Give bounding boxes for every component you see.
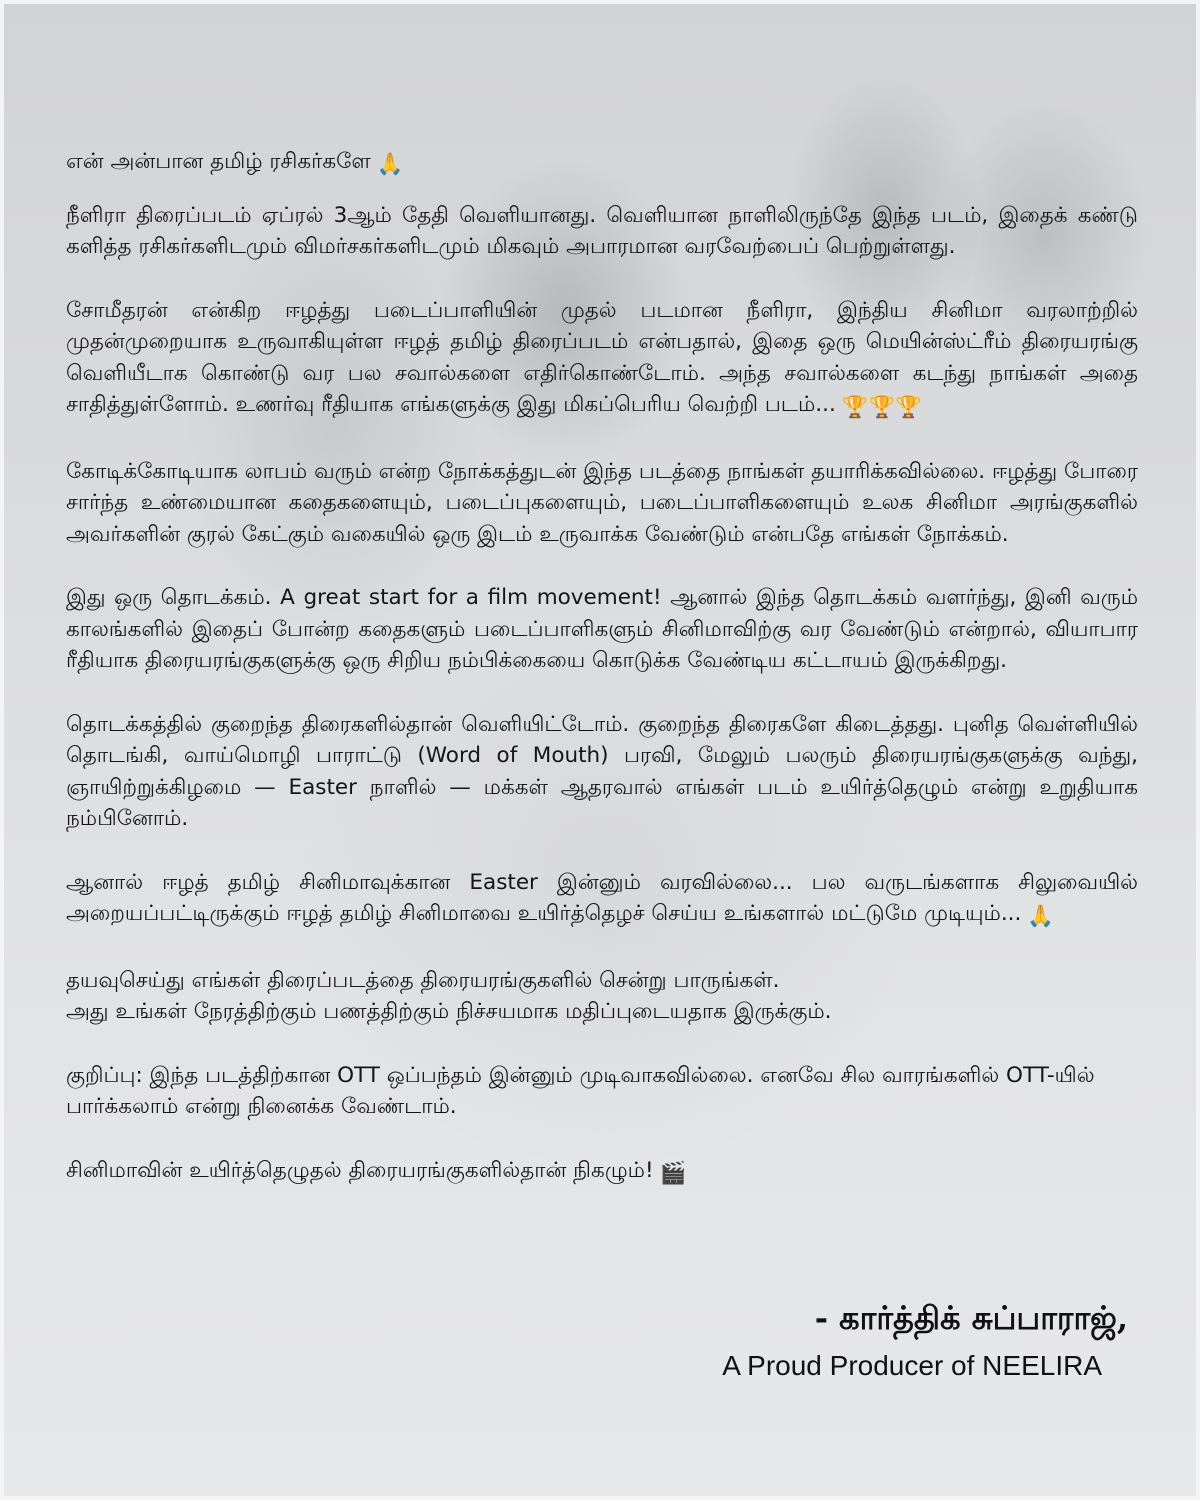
paragraph-text: ஆனால் ஈழத் தமிழ் சினிமாவுக்கான Easter இன்னும் வரவில்லை... பல வருடங்களாக சிலுவையில் அறையப்பட்டிருக்கும் ஈழத் தமிழ் சினிமாவை உயிர்த்தெழச் செய்ய உங்களால் மட்டுமே முடியும்...	[66, 869, 1138, 926]
paragraph-purpose	[66, 456, 1138, 551]
paragraph-challenges	[66, 295, 1138, 424]
paragraph-easter	[66, 867, 1138, 933]
signature-role: A Proud Producer of NEELIRA	[722, 1350, 1102, 1381]
paragraph-text: நீளிரா திரைப்படம் ஏப்ரல் 3ஆம் தேதி வெளியானது. வெளியான நாளிலிருந்தே இந்த படம், இதைக் கண்டு களித்த ரசிகர்களிடமும் விமர்சகர்களிடமும் மிகவும் அபாரமான வரவேற்பைப் பெற்றுள்ளது.	[66, 202, 1138, 259]
signature-name: - கார்த்திக் சுப்பாராஜ்,	[814, 1299, 1128, 1337]
paragraph-closing	[66, 1155, 1138, 1190]
paragraph-text: இது ஒரு தொடக்கம். A great start for a film movement! ஆனால் இந்த தொடக்கம் வளர்ந்து, இனி வரும் காலங்களில் இதைப் போன்ற கதைகளும் படைப்பாளிகளும் சினிமாவிற்கு வர வேண்டும் என்றால், வியாபார ரீதியாக திரையரங்குகளுக்கு ஒரு சிறிய நம்பிக்கையை கொடுக்க வேண்டிய கட்டாயம் இருக்கிறது.	[66, 585, 1138, 673]
paragraph-note-ott	[66, 1060, 1138, 1123]
folded-hands-icon: 🙏	[1027, 904, 1055, 929]
paragraph-text: சோமீதரன் என்கிற ஈழத்து படைப்பாளியின் முதல் படமான நீளிரா, இந்திய சினிமா வரலாற்றில் முதன்முறையாக உருவாகியுள்ள ஈழத் தமிழ் திரைப்படம் என்பதால், இதை ஒரு மெயின்ஸ்ட்ரீம் திரையரங்கு வெளியீடாக கொண்டு வர பல சவால்களை எதிர்கொண்டோம். அந்த சவால்களை கடந்து நாங்கள் அதை சாதித்துள்ளோம். உணர்வு ரீதியாக எங்களுக்கு இது மிகப்பெரிய வெற்றி படம்...	[66, 297, 1138, 417]
signature-block	[722, 1296, 1128, 1386]
paragraph-text: குறிப்பு: இந்த படத்திற்கான OTT ஒப்பந்தம் இன்னும் முடிவாகவில்லை. எனவே சில வாரங்களில் OTT-யில் பார்க்கலாம் என்று நினைக்க வேண்டாம்.	[66, 1062, 1095, 1119]
clapper-board-icon: 🎬	[659, 1160, 687, 1186]
paragraph-release	[66, 200, 1138, 263]
paragraph-release-screens	[66, 709, 1138, 835]
trophy-icon: 🏆🏆🏆	[841, 395, 923, 420]
greeting-text: என் அன்பான தமிழ் ரசிகர்களே	[66, 149, 371, 174]
paragraph-request	[66, 965, 1138, 1028]
paragraph-text: சினிமாவின் உயிர்த்தெழுதல் திரையரங்குகளில்தான் நிகழும்!	[66, 1157, 654, 1183]
paragraph-text: அது உங்கள் நேரத்திற்கும் பணத்திற்கும் நிச்சயமாக மதிப்புடையதாக இருக்கும்.	[66, 999, 832, 1024]
paragraph-text: கோடிக்கோடியாக லாபம் வரும் என்ற நோக்கத்துடன் இந்த படத்தை நாங்கள் தயாரிக்கவில்லை. ஈழத்து போரை சார்ந்த உண்மையான கதைகளையும், படைப்புகளையும், படைப்பாளிகளையும் உலக சினிமா அரங்குகளில் அவர்களின் குரல் கேட்கும் வகையில் ஒரு இடம் உருவாக்க வேண்டும் என்பதே எங்கள் நோக்கம்.	[66, 458, 1138, 547]
folded-hands-icon: 🙏	[376, 152, 404, 177]
paragraph-text: தயவுசெய்து எங்கள் திரைப்படத்தை திரையரங்குகளில் சென்று பாருங்கள்.	[66, 967, 780, 993]
paragraph-movement	[66, 582, 1138, 677]
paragraph-text: தொடக்கத்தில் குறைந்த திரைகளில்தான் வெளியிட்டோம். குறைந்த திரைகளே கிடைத்தது. புனித வெள்ளியில் தொடங்கி, வாய்மொழி பாராட்டு (Word of Mouth) பரவி, மேலும் பலரும் திரையரங்குகளுக்கு வந்து, ஞாயிற்றுக்கிழமை — Easter நாளில் — மக்கள் ஆதரவால் எங்கள் படம் உயிர்த்தெழும் என்று உறுதியாக நம்பினோம்.	[66, 711, 1138, 831]
greeting-line	[66, 146, 1138, 181]
letter-body	[66, 146, 1138, 1221]
